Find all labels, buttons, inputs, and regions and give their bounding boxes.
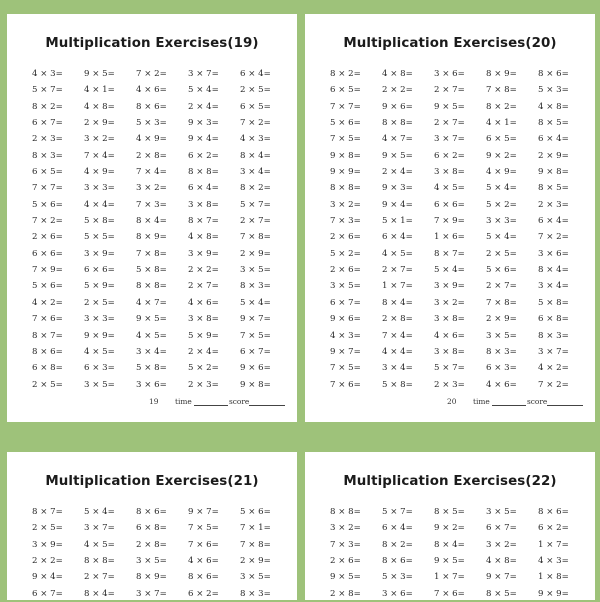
problem-cell: 8 × 8=	[136, 281, 167, 292]
problem-cell: 4 × 7=	[136, 297, 167, 308]
problem-cell: 7 × 6=	[188, 539, 219, 550]
score-label: score	[527, 397, 548, 406]
problem-cell: 8 × 4=	[240, 150, 271, 161]
problem-cell: 8 × 7=	[32, 330, 63, 341]
problem-cell: 9 × 5=	[434, 101, 465, 112]
problem-cell: 5 × 8=	[136, 363, 167, 374]
problem-cell: 6 × 8=	[538, 314, 569, 325]
problem-cell: 6 × 4=	[188, 183, 219, 194]
problem-cell: 3 × 3=	[84, 183, 115, 194]
problem-cell: 4 × 5=	[434, 183, 465, 194]
problem-cell: 3 × 4=	[538, 281, 569, 292]
problem-cell: 4 × 6=	[486, 379, 517, 390]
problem-cell: 7 × 2=	[538, 232, 569, 243]
problem-cell: 2 × 9=	[486, 314, 517, 325]
problem-cell: 2 × 7=	[486, 281, 517, 292]
problem-cell: 8 × 2=	[382, 539, 413, 550]
worksheet-20	[305, 14, 595, 422]
score-blank	[249, 405, 285, 406]
problem-cell: 5 × 3=	[136, 118, 167, 129]
problem-cell: 9 × 7=	[330, 346, 361, 357]
problem-cell: 8 × 6=	[136, 101, 167, 112]
problem-cell: 7 × 8=	[240, 232, 271, 243]
problem-cell: 3 × 7=	[188, 69, 219, 79]
problem-cell: 5 × 6=	[32, 281, 63, 292]
problem-cell: 3 × 2=	[486, 539, 517, 550]
problem-cell: 5 × 3=	[538, 85, 569, 96]
problem-cell: 2 × 3=	[538, 199, 569, 210]
problem-cell: 7 × 5=	[330, 363, 361, 374]
problem-cell: 8 × 3=	[32, 150, 63, 161]
problem-cell: 7 × 5=	[188, 523, 219, 534]
problem-cell: 4 × 5=	[382, 248, 413, 259]
problem-cell: 7 × 5=	[240, 330, 271, 341]
problem-cell: 8 × 8=	[330, 183, 361, 194]
problem-cell: 1 × 8=	[538, 572, 569, 583]
problem-cell: 8 × 3=	[240, 281, 271, 292]
problem-cell: 7 × 8=	[136, 248, 167, 259]
problem-cell: 4 × 7=	[382, 134, 413, 145]
problem-cell: 6 × 3=	[486, 363, 517, 374]
problem-cell: 5 × 4=	[84, 507, 115, 517]
problem-cell: 3 × 2=	[434, 297, 465, 308]
problem-cell: 2 × 3=	[32, 134, 63, 145]
problem-cell: 2 × 5=	[486, 248, 517, 259]
problem-cell: 8 × 6=	[382, 556, 413, 567]
problem-cell: 9 × 4=	[382, 199, 413, 210]
problem-cell: 9 × 5=	[434, 556, 465, 567]
problem-cell: 8 × 4=	[136, 216, 167, 227]
problem-cell: 5 × 4=	[240, 297, 271, 308]
problem-cell: 9 × 2=	[434, 523, 465, 534]
problem-cell: 3 × 2=	[330, 199, 361, 210]
problem-cell: 2 × 7=	[84, 572, 115, 583]
problem-cell: 8 × 7=	[32, 507, 63, 517]
problem-cell: 8 × 8=	[382, 118, 413, 129]
problem-cell: 7 × 8=	[486, 85, 517, 96]
problem-cell: 8 × 4=	[84, 588, 115, 599]
problem-cell: 3 × 7=	[84, 523, 115, 534]
problem-cell: 6 × 5=	[32, 167, 63, 178]
problem-cell: 9 × 6=	[382, 101, 413, 112]
problem-cell: 9 × 3=	[188, 118, 219, 129]
problem-cell: 7 × 1=	[240, 523, 271, 534]
problem-cell: 6 × 4=	[382, 232, 413, 243]
problem-cell: 2 × 6=	[32, 232, 63, 243]
problem-cell: 7 × 6=	[32, 314, 63, 325]
problem-cell: 8 × 6=	[188, 572, 219, 583]
problem-cell: 5 × 8=	[382, 379, 413, 390]
problem-cell: 3 × 9=	[32, 539, 63, 550]
problem-cell: 8 × 5=	[486, 588, 517, 599]
problem-cell: 8 × 9=	[486, 69, 517, 79]
problem-cell: 9 × 4=	[188, 134, 219, 145]
problem-cell: 4 × 5=	[84, 346, 115, 357]
problem-cell: 9 × 5=	[136, 314, 167, 325]
problem-cell: 8 × 9=	[136, 572, 167, 583]
problem-cell: 6 × 3=	[84, 363, 115, 374]
worksheet-21	[7, 452, 297, 600]
problem-cell: 3 × 6=	[382, 588, 413, 599]
problem-cell: 7 × 2=	[538, 379, 569, 390]
problem-cell: 4 × 8=	[84, 101, 115, 112]
problem-cell: 9 × 5=	[84, 69, 115, 79]
problem-cell: 6 × 6=	[84, 265, 115, 276]
problem-cell: 4 × 9=	[486, 167, 517, 178]
problem-cell: 2 × 3=	[188, 379, 219, 390]
problem-cell: 6 × 6=	[434, 199, 465, 210]
problem-cell: 6 × 5=	[240, 101, 271, 112]
problem-cell: 1 × 6=	[434, 232, 465, 243]
problem-cell: 5 × 7=	[434, 363, 465, 374]
problem-cell: 6 × 8=	[136, 523, 167, 534]
problem-cell: 8 × 7=	[188, 216, 219, 227]
problem-cell: 3 × 6=	[434, 69, 465, 79]
problem-cell: 2 × 7=	[382, 265, 413, 276]
problem-cell: 6 × 4=	[382, 523, 413, 534]
problem-cell: 3 × 2=	[330, 523, 361, 534]
problem-cell: 9 × 8=	[330, 150, 361, 161]
problem-cell: 4 × 4=	[382, 346, 413, 357]
problem-cell: 5 × 6=	[486, 265, 517, 276]
problem-cell: 7 × 6=	[330, 379, 361, 390]
problem-cell: 4 × 8=	[188, 232, 219, 243]
problem-cell: 3 × 4=	[240, 167, 271, 178]
problem-cell: 7 × 8=	[240, 539, 271, 550]
problem-cell: 7 × 9=	[434, 216, 465, 227]
problem-cell: 5 × 5=	[84, 232, 115, 243]
problem-cell: 3 × 8=	[434, 314, 465, 325]
problem-cell: 3 × 6=	[136, 379, 167, 390]
problem-cell: 4 × 8=	[382, 69, 413, 79]
worksheet-title: Multiplication Exercises(21)	[45, 474, 259, 489]
problem-cell: 3 × 3=	[486, 216, 517, 227]
problem-cell: 8 × 8=	[84, 556, 115, 567]
problem-cell: 2 × 5=	[32, 379, 63, 390]
problem-cell: 8 × 4=	[538, 265, 569, 276]
problem-cell: 9 × 9=	[538, 588, 569, 599]
problem-cell: 2 × 4=	[382, 167, 413, 178]
problem-grid	[32, 504, 292, 602]
problem-cell: 8 × 8=	[188, 167, 219, 178]
problem-cell: 4 × 3=	[240, 134, 271, 145]
problem-cell: 4 × 3=	[538, 556, 569, 567]
problem-cell: 5 × 2=	[486, 199, 517, 210]
problem-cell: 9 × 8=	[538, 167, 569, 178]
problem-cell: 8 × 6=	[538, 507, 569, 517]
problem-cell: 5 × 4=	[188, 85, 219, 96]
problem-cell: 7 × 3=	[136, 199, 167, 210]
worksheet-title: Multiplication Exercises(20)	[343, 36, 557, 51]
problem-cell: 2 × 6=	[330, 556, 361, 567]
problem-cell: 2 × 8=	[136, 539, 167, 550]
problem-cell: 8 × 2=	[486, 101, 517, 112]
problem-cell: 2 × 2=	[188, 265, 219, 276]
problem-cell: 4 × 6=	[188, 297, 219, 308]
problem-cell: 9 × 9=	[84, 330, 115, 341]
problem-cell: 9 × 7=	[188, 507, 219, 517]
page-number: 20	[447, 397, 457, 406]
problem-cell: 4 × 4=	[84, 199, 115, 210]
problem-cell: 6 × 7=	[486, 523, 517, 534]
page-number: 19	[149, 397, 159, 406]
problem-cell: 9 × 5=	[382, 150, 413, 161]
problem-cell: 6 × 7=	[32, 118, 63, 129]
problem-cell: 2 × 9=	[240, 556, 271, 567]
problem-cell: 9 × 8=	[240, 379, 271, 390]
problem-cell: 3 × 2=	[84, 134, 115, 145]
problem-cell: 7 × 8=	[486, 297, 517, 308]
problem-cell: 4 × 6=	[136, 85, 167, 96]
problem-cell: 2 × 8=	[382, 314, 413, 325]
problem-cell: 4 × 8=	[538, 101, 569, 112]
problem-cell: 9 × 6=	[330, 314, 361, 325]
problem-cell: 4 × 2=	[538, 363, 569, 374]
problem-cell: 8 × 3=	[240, 588, 271, 599]
problem-cell: 6 × 4=	[538, 216, 569, 227]
problem-cell: 9 × 7=	[486, 572, 517, 583]
problem-cell: 6 × 7=	[240, 346, 271, 357]
problem-cell: 3 × 5=	[486, 507, 517, 517]
problem-cell: 8 × 6=	[136, 507, 167, 517]
problem-cell: 3 × 8=	[434, 167, 465, 178]
problem-cell: 2 × 7=	[434, 85, 465, 96]
problem-cell: 2 × 8=	[136, 150, 167, 161]
problem-cell: 6 × 5=	[486, 134, 517, 145]
problem-cell: 2 × 8=	[330, 588, 361, 599]
problem-cell: 6 × 4=	[240, 69, 271, 79]
problem-cell: 2 × 7=	[434, 118, 465, 129]
time-label: time	[175, 397, 192, 406]
problem-cell: 7 × 4=	[136, 167, 167, 178]
problem-cell: 6 × 6=	[32, 248, 63, 259]
problem-cell: 1 × 7=	[538, 539, 569, 550]
problem-cell: 8 × 3=	[538, 330, 569, 341]
problem-cell: 2 × 9=	[84, 118, 115, 129]
problem-cell: 5 × 3=	[382, 572, 413, 583]
problem-cell: 9 × 9=	[330, 167, 361, 178]
problem-cell: 4 × 3=	[330, 330, 361, 341]
problem-cell: 5 × 7=	[32, 85, 63, 96]
problem-cell: 1 × 7=	[434, 572, 465, 583]
score-label: score	[229, 397, 250, 406]
problem-cell: 5 × 8=	[538, 297, 569, 308]
problem-cell: 4 × 1=	[84, 85, 115, 96]
problem-cell: 5 × 8=	[84, 216, 115, 227]
problem-cell: 1 × 7=	[382, 281, 413, 292]
problem-cell: 3 × 9=	[84, 248, 115, 259]
problem-cell: 4 × 5=	[84, 539, 115, 550]
problem-cell: 8 × 3=	[486, 346, 517, 357]
problem-grid	[32, 66, 292, 393]
problem-cell: 7 × 4=	[84, 150, 115, 161]
problem-cell: 4 × 3=	[32, 69, 63, 79]
problem-cell: 2 × 4=	[188, 346, 219, 357]
problem-cell: 3 × 4=	[136, 346, 167, 357]
problem-cell: 2 × 9=	[538, 150, 569, 161]
problem-cell: 9 × 5=	[330, 572, 361, 583]
problem-cell: 8 × 5=	[538, 183, 569, 194]
problem-cell: 2 × 3=	[434, 379, 465, 390]
problem-cell: 7 × 3=	[330, 216, 361, 227]
problem-cell: 3 × 5=	[136, 556, 167, 567]
problem-cell: 5 × 8=	[136, 265, 167, 276]
problem-cell: 6 × 4=	[538, 134, 569, 145]
problem-cell: 3 × 8=	[188, 199, 219, 210]
problem-cell: 3 × 6=	[538, 248, 569, 259]
problem-cell: 8 × 4=	[434, 539, 465, 550]
problem-cell: 9 × 2=	[486, 150, 517, 161]
problem-cell: 2 × 5=	[32, 523, 63, 534]
problem-cell: 8 × 5=	[538, 118, 569, 129]
problem-cell: 3 × 5=	[486, 330, 517, 341]
problem-cell: 4 × 6=	[188, 556, 219, 567]
problem-grid	[330, 504, 590, 602]
problem-cell: 2 × 4=	[188, 101, 219, 112]
score-blank	[547, 405, 583, 406]
worksheet-title: Multiplication Exercises(19)	[45, 36, 259, 51]
problem-cell: 9 × 3=	[382, 183, 413, 194]
problem-cell: 5 × 9=	[84, 281, 115, 292]
problem-cell: 6 × 7=	[32, 588, 63, 599]
problem-cell: 9 × 7=	[240, 314, 271, 325]
problem-cell: 6 × 8=	[32, 363, 63, 374]
problem-cell: 4 × 5=	[136, 330, 167, 341]
problem-cell: 3 × 8=	[188, 314, 219, 325]
problem-cell: 5 × 9=	[188, 330, 219, 341]
problem-cell: 5 × 6=	[240, 507, 271, 517]
problem-cell: 7 × 7=	[330, 101, 361, 112]
problem-cell: 9 × 4=	[32, 572, 63, 583]
problem-cell: 8 × 8=	[330, 507, 361, 517]
problem-cell: 8 × 7=	[434, 248, 465, 259]
problem-cell: 2 × 6=	[330, 265, 361, 276]
problem-cell: 4 × 6=	[434, 330, 465, 341]
problem-cell: 5 × 6=	[330, 118, 361, 129]
worksheet-title: Multiplication Exercises(22)	[343, 474, 557, 489]
problem-cell: 3 × 3=	[84, 314, 115, 325]
problem-cell: 5 × 4=	[434, 265, 465, 276]
problem-cell: 8 × 4=	[382, 297, 413, 308]
problem-grid	[330, 66, 590, 393]
problem-cell: 5 × 7=	[382, 507, 413, 517]
problem-cell: 2 × 7=	[240, 216, 271, 227]
worksheet-22	[305, 452, 595, 600]
problem-cell: 6 × 5=	[330, 85, 361, 96]
problem-cell: 5 × 6=	[32, 199, 63, 210]
problem-cell: 5 × 1=	[382, 216, 413, 227]
worksheet-19	[7, 14, 297, 422]
problem-cell: 3 × 7=	[538, 346, 569, 357]
problem-cell: 6 × 2=	[538, 523, 569, 534]
problem-cell: 2 × 2=	[32, 556, 63, 567]
problem-cell: 3 × 9=	[434, 281, 465, 292]
problem-cell: 3 × 9=	[188, 248, 219, 259]
time-label: time	[473, 397, 490, 406]
problem-cell: 3 × 7=	[136, 588, 167, 599]
problem-cell: 4 × 9=	[84, 167, 115, 178]
problem-cell: 8 × 2=	[330, 69, 361, 79]
problem-cell: 3 × 4=	[382, 363, 413, 374]
problem-cell: 4 × 1=	[486, 118, 517, 129]
problem-cell: 8 × 5=	[434, 507, 465, 517]
problem-cell: 7 × 5=	[330, 134, 361, 145]
problem-cell: 7 × 2=	[32, 216, 63, 227]
problem-cell: 2 × 5=	[240, 85, 271, 96]
problem-cell: 5 × 2=	[330, 248, 361, 259]
problem-cell: 8 × 2=	[240, 183, 271, 194]
time-blank	[492, 405, 526, 406]
problem-cell: 7 × 2=	[240, 118, 271, 129]
problem-cell: 7 × 2=	[136, 69, 167, 79]
problem-cell: 6 × 2=	[188, 588, 219, 599]
problem-cell: 3 × 5=	[330, 281, 361, 292]
problem-cell: 7 × 4=	[382, 330, 413, 341]
problem-cell: 3 × 2=	[136, 183, 167, 194]
problem-cell: 4 × 9=	[136, 134, 167, 145]
problem-cell: 8 × 9=	[136, 232, 167, 243]
problem-cell: 3 × 5=	[84, 379, 115, 390]
problem-cell: 7 × 9=	[32, 265, 63, 276]
problem-cell: 3 × 5=	[240, 572, 271, 583]
problem-cell: 2 × 6=	[330, 232, 361, 243]
problem-cell: 6 × 2=	[434, 150, 465, 161]
problem-cell: 2 × 2=	[382, 85, 413, 96]
problem-cell: 4 × 8=	[486, 556, 517, 567]
problem-cell: 8 × 6=	[538, 69, 569, 79]
problem-cell: 2 × 5=	[84, 297, 115, 308]
problem-cell: 8 × 2=	[32, 101, 63, 112]
problem-cell: 7 × 6=	[434, 588, 465, 599]
problem-cell: 3 × 5=	[240, 265, 271, 276]
problem-cell: 3 × 7=	[434, 134, 465, 145]
problem-cell: 5 × 7=	[240, 199, 271, 210]
problem-cell: 7 × 7=	[32, 183, 63, 194]
time-blank	[194, 405, 228, 406]
problem-cell: 4 × 2=	[32, 297, 63, 308]
problem-cell: 7 × 3=	[330, 539, 361, 550]
problem-cell: 6 × 2=	[188, 150, 219, 161]
problem-cell: 9 × 6=	[240, 363, 271, 374]
problem-cell: 2 × 9=	[240, 248, 271, 259]
problem-cell: 5 × 2=	[188, 363, 219, 374]
problem-cell: 5 × 4=	[486, 183, 517, 194]
problem-cell: 8 × 6=	[32, 346, 63, 357]
problem-cell: 5 × 4=	[486, 232, 517, 243]
problem-cell: 6 × 7=	[330, 297, 361, 308]
problem-cell: 2 × 7=	[188, 281, 219, 292]
problem-cell: 3 × 8=	[434, 346, 465, 357]
